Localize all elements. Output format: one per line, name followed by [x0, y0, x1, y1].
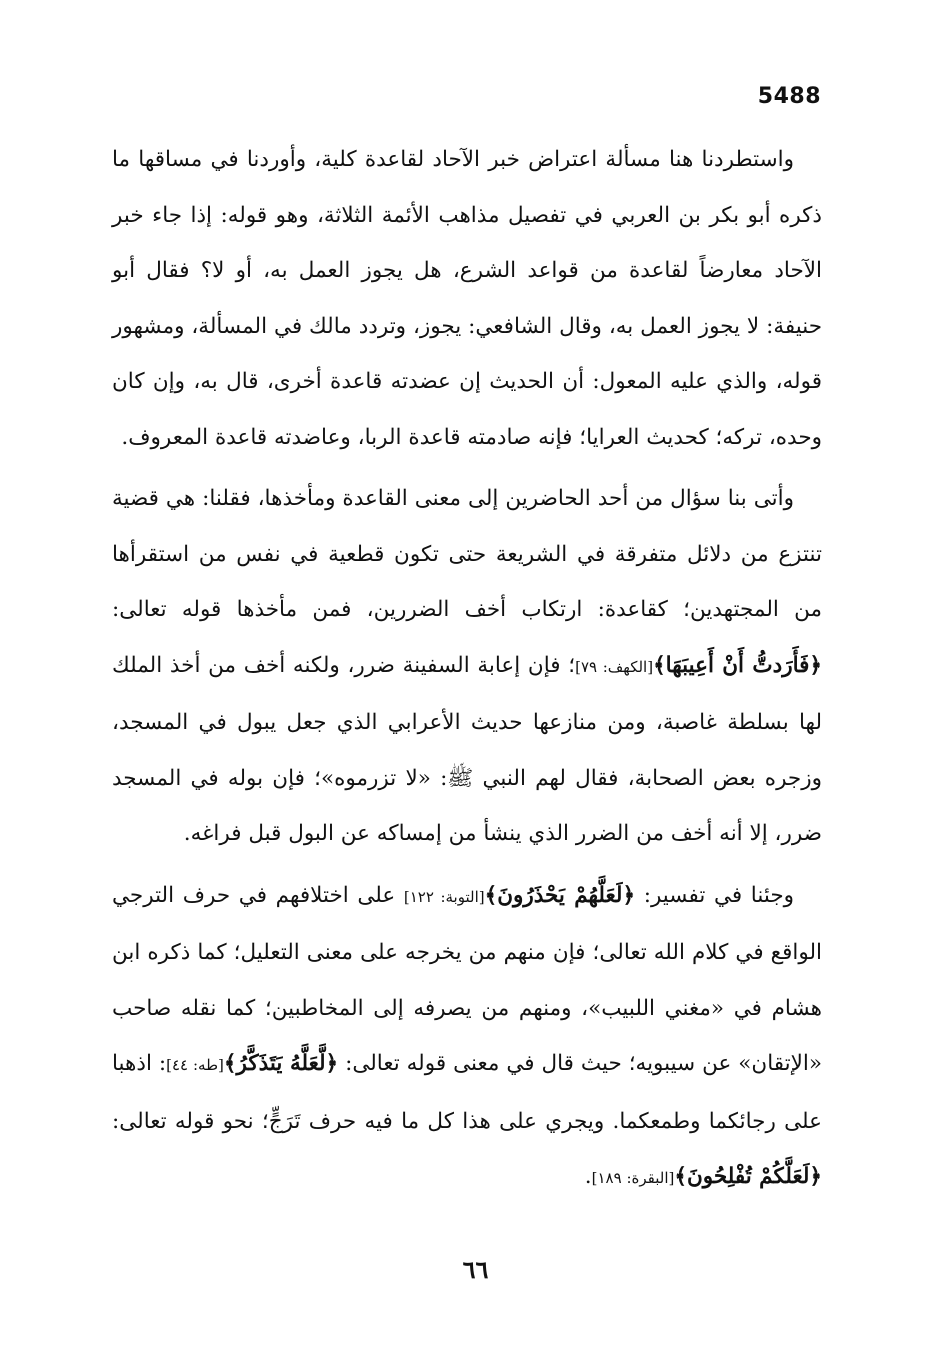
verse-reference: [التوبة: ١٢٢] [403, 887, 485, 906]
verse-reference: [البقرة: ١٨٩] [591, 1169, 675, 1187]
paragraph-3-part-2: على اختلافهم في حرف الترجي الواقع في كلام الله تعالى؛ فإن منهم من يخرجه على معنى التعليل؛ كما ذكره ابن هشام في «مغني اللبيب»، ومنهم من يصرفه إلى المخاطبين؛ كما نقله صاحب «الإتقان» عن سيبويه؛ حيث قال في معنى قوله تعالى: [112, 882, 822, 1076]
paragraph-1 [112, 132, 822, 465]
paragraph-3 [112, 868, 822, 1207]
paragraph-2-part-1: وأتى بنا سؤال من أحد الحاضرين إلى معنى القاعدة ومأخذها، فقلنا: هي قضية تنتزع من دلائل متفرقة في الشريعة حتى تكون قطعية في نفس من استقرأها من المجتهدين؛ كقاعدة: ارتكاب أخف الضررين، فمن مأخذها قوله تعالى: [112, 486, 822, 622]
page-number: ٦٦ [462, 1255, 489, 1284]
quran-verse: ﴿لَعَلَّهُمْ يَحْذَرُونَ﴾ [484, 882, 636, 908]
paragraph-3-part-4: . [584, 1164, 592, 1189]
quran-verse: ﴿لَعَلَّكُمْ تُفْلِحُونَ﴾ [674, 1164, 822, 1189]
verse-reference: [طه: ٤٤] [166, 1056, 224, 1074]
quran-verse: ﴿فَأَرَدتُّ أَنْ أَعِيبَهَا﴾ [653, 652, 822, 678]
paragraph-2 [112, 471, 822, 862]
paragraph-2-part-2: ؛ فإن إعابة السفينة ضرر، ولكنه أخف من أخذ الملك لها بسلطة غاصبة، ومن منازعها حديث الأعرابي الذي جعل يبول في المسجد، وزجره بعض الصحابة، فقال لهم النبي ﷺ: «لا تزرموه»؛ فإن بوله في المسجد ضرر، إلا أنه أخف من الضرر الذي ينشأ من إمساكه عن البول قبل فراغه. [112, 652, 822, 846]
body-text [112, 132, 822, 1213]
verse-reference: [الكهف: ٧٩] [575, 657, 654, 676]
quran-verse: ﴿لَّعَلَّهُ يَتَذَكَّرُ﴾ [223, 1051, 339, 1076]
paragraph-3-part-1: وجئنا في تفسير: [635, 882, 795, 908]
page-id: 5488 [757, 84, 821, 109]
paragraph-3-part-3: : اذهبا على رجائكما وطمعكما. ويجري على هذا كل ما فيه حرف تَرَجٍّ؛ نحو قوله تعالى: [112, 1051, 822, 1134]
paragraph-1-text: واستطردنا هنا مسألة اعتراض خبر الآحاد لقاعدة كلية، وأوردنا في مساقها ما ذكره أبو بكر بن العربي في تفصيل مذاهب الأئمة الثلاثة، وهو قوله: إذا جاء خبر الآحاد معارضاً لقاعدة من قواعد الشرع، هل يجوز العمل به، أو لا؟ فقال أبو حنيفة: لا يجوز العمل به، وقال الشافعي: يجوز، وتردد مالك في المسألة، ومشهور قوله، والذي عليه المعول: أن الحديث إن عضدته قاعدة أخرى، قال به، وإن كان وحده، تركه؛ كحديث العرايا؛ فإنه صادمته قاعدة الربا، وعاضدته قاعدة المعروف. [112, 147, 822, 450]
